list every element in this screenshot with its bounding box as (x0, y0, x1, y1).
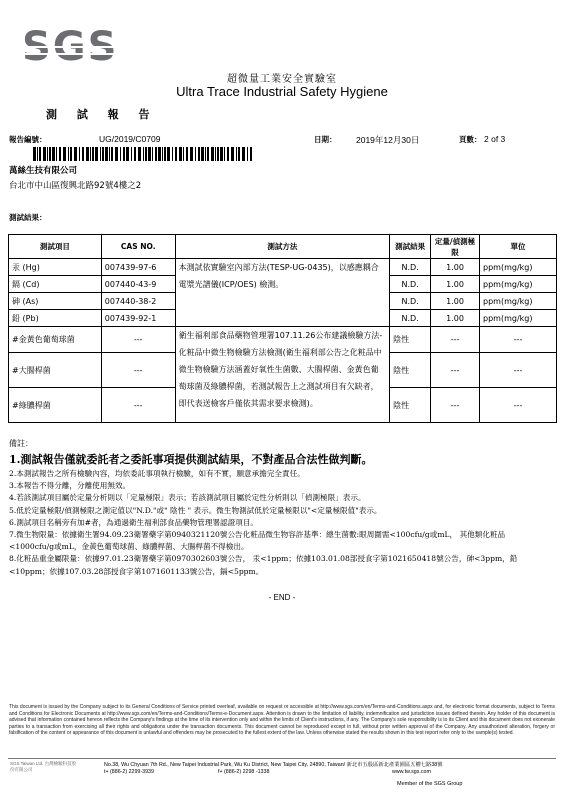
row-result: 陰性 (390, 388, 431, 423)
row-item: #綠膿桿菌 (9, 388, 102, 423)
row-result: N.D. (390, 310, 431, 327)
footer-phone: t+ (886-2) 2299-3939 (104, 769, 154, 775)
method-metals: 本測試依實驗室內部方法(TESP-UG-0435)，以感應耦合電漿光譜儀(ICP/OES) 檢測。 (175, 259, 389, 327)
results-label: 測試結果： (9, 213, 47, 222)
row-limit: --- (431, 327, 480, 353)
row-unit: ppm(mg/kg) (480, 310, 557, 327)
notes-label: 備註： (9, 439, 33, 448)
company-name: 萬絲生技有限公司 (9, 166, 78, 176)
end-mark: - END - (268, 593, 296, 602)
notes-list (9, 452, 549, 578)
note-3: 3.本報告不得分離，分離使用無效。 (9, 481, 131, 491)
row-cas: 007440-43-9 (101, 276, 175, 293)
row-result: N.D. (390, 259, 431, 276)
note-8: 8.化粧品重金屬限量：依據97.01.23衛署藥字第0970302603號公告， 汞<1ppm；依據103.01.08部授食字第1021650418號公告，砷<3ppm，鉛<10ppm；依據107.03.28部授食字第1071601133號公告，鎘<5ppm。 (9, 554, 518, 576)
lab-name-en: Ultra Trace Industrial Safety Hygiene (176, 84, 388, 99)
report-number: UG/2019/C0709 (99, 134, 161, 144)
row-limit: 1.00 (431, 310, 480, 327)
row-unit: ppm(mg/kg) (480, 293, 557, 310)
row-limit: 1.00 (431, 276, 480, 293)
row-limit: 1.00 (431, 259, 480, 276)
legal-disclaimer: This document is issued by the Company subject to its General Conditions of Service printed overleaf, available on request or accessible at http://www.sgs.com/en/Terms-and-Conditions.aspx and, for electronic format documents, subject to Terms and Conditions for Electronic Documents at http://www.sgs.com/en/Terms-and-Conditions/Terms-e-Document.aspx. Attention is drawn to the limitation of liability, indemnification and jurisdiction issues defined therein. Any holder of this document is advised that information contained hereon reflects the Company's findings at the time of its intervention only and within the limits of Client's instructions, if any. The Company's sole responsibility is to its Client and this document does not exonerate parties to a transaction from exercising all their rights and obligations under the transaction documents. This document cannot be reproduced except in full, without prior written approval of the Company. Any unauthorized alteration, forgery or falsification of the content or appearance of this document is unlawful and offenders may be prosecuted to the fullest extent of the law. Unless otherwise stated the results shown in this test report refer only to the sample(s) tested. (9, 704, 555, 737)
member-of-sgs: Member of the SGS Group (397, 781, 463, 787)
report-title: 測 試 報 告 (46, 108, 158, 121)
footer-fax: f+ (886-2) 2298 -1338 (218, 769, 270, 775)
footer-divider (8, 758, 556, 759)
row-item: 汞 (Hg) (9, 259, 102, 276)
company-address: 台北市中山區復興北路92號4樓之2 (9, 181, 142, 191)
header-limit: 定量/偵測極限 (431, 235, 480, 259)
row-cas: --- (101, 353, 175, 388)
footer-address: No.38, Wu Chyuan 7th Rd., New Taipei Industrial Park, Wu Ku District, New Taipei City, 24890, Taiwan/ 新北市五股區新北產業園區五權七路38號 (104, 762, 443, 768)
row-cas: 007440-38-2 (101, 293, 175, 310)
note-5: 5.低於定量極限/偵測極限之測定值以"N.D."或" 陰性 " 表示。微生物測試低於定量極限以"<定量極限值"表示。 (9, 505, 382, 515)
row-limit: --- (431, 388, 480, 423)
header-item: 測試項目 (9, 235, 102, 259)
note-2: 2.本測試報告之所有檢驗內容，均依委託事項執行檢驗，如有不實，願意承擔完全責任。 (9, 469, 305, 478)
note-6: 6.測試項目名稱旁有加#者，為通過衛生福利部食品藥物管理署認證項目。 (9, 517, 259, 527)
row-result: N.D. (390, 293, 431, 310)
note-7: 7.微生物限量：依據衛生署94.09.23衛署藥字第0940321120號公告化粧品微生物容許基準：總生菌數:眼周圍需<100cfu/g或mL， 其他類化粧品<1000cfu/g或mL，金黃色葡萄球菌、綠膿桿菌、大腸桿菌不得檢出。 (9, 530, 506, 552)
row-cas: --- (101, 388, 175, 423)
row-limit: 1.00 (431, 293, 480, 310)
method-micro: 衛生福利部食品藥物管理署107.11.26公布建議檢驗方法-化粧品中微生物檢驗方法檢測(衛生福利部公告之化粧品中微生物檢驗方法涵蓋好氧性生菌數、大腸桿菌、金黃色葡萄球菌及綠膿桿菌，若測試報告上之測試項目有欠缺者，即代表送檢客戶僅依其需求要求檢測)。 (175, 327, 389, 423)
table-row (9, 259, 557, 276)
row-item: 鉛 (Pb) (9, 310, 102, 327)
row-unit: ppm(mg/kg) (480, 259, 557, 276)
svg-text:SGS: SGS (22, 24, 119, 68)
row-unit: --- (480, 327, 557, 353)
footer-website: www.tw.sgs.com (392, 769, 431, 775)
header-method: 測試方法 (175, 235, 389, 259)
row-cas: --- (101, 327, 175, 353)
report-date: 2019年12月30日 (356, 135, 420, 145)
header-result: 測試結果 (390, 235, 431, 259)
row-cas: 007439-97-6 (101, 259, 175, 276)
row-result: 陰性 (390, 327, 431, 353)
header-cas: CAS NO. (101, 235, 175, 259)
header-unit: 單位 (480, 235, 557, 259)
row-result: 陰性 (390, 353, 431, 388)
note-4: 4.若該測試項目屬於定量分析則以「定量極限」表示；若該測試項目屬於定性分析則以「偵測極限」表示。 (9, 493, 366, 503)
report-no-label: 報告編號： (9, 135, 47, 144)
row-item: #大腸桿菌 (9, 353, 102, 388)
row-unit: --- (480, 388, 557, 423)
row-cas: 007439-92-1 (101, 310, 175, 327)
row-item: #金黃色葡萄球菌 (9, 327, 102, 353)
row-item: 鎘 (Cd) (9, 276, 102, 293)
sgs-logo (20, 18, 152, 68)
results-table (8, 234, 557, 423)
note-1: 1.測試報告僅就委託者之委託事項提供測試結果，不對產品合法性做判斷。 (9, 453, 373, 466)
row-unit: --- (480, 353, 557, 388)
table-header-row (9, 235, 557, 259)
row-item: 砷 (As) (9, 293, 102, 310)
row-unit: ppm(mg/kg) (480, 276, 557, 293)
page-number: 2 of 3 (484, 134, 506, 144)
table-row (9, 327, 557, 353)
lab-name-cn: 超微量工業安全實驗室 (227, 74, 337, 85)
page-label: 頁數： (459, 135, 482, 144)
row-result: N.D. (390, 276, 431, 293)
row-limit: --- (431, 353, 480, 388)
footer-logo: SGS Taiwan Ltd. 台灣檢驗科技股份有限公司 (10, 761, 77, 772)
date-label: 日期： (314, 135, 337, 144)
barcode (33, 147, 255, 161)
